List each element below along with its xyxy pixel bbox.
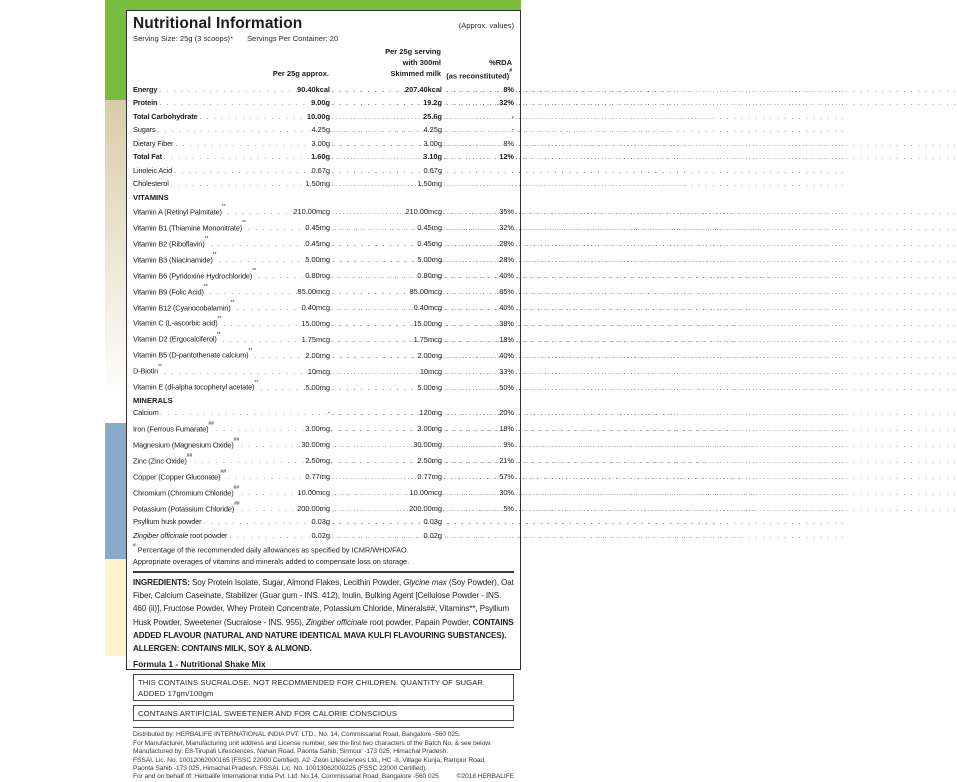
nutrient-name: Vitamin B5 (D-pantothenate calcium)**: [133, 347, 253, 360]
title-row: [133, 15, 514, 33]
rda-value: 28%: [499, 239, 514, 249]
dot-leader: [173, 139, 278, 151]
table-row: [133, 407, 514, 420]
value-per-25g: 0.40mcg: [301, 302, 330, 312]
nutrient-name: Vitamin B2 (Riboflavin)**: [133, 236, 209, 249]
value-per-25g: 90.40kcal: [297, 84, 330, 94]
dot-leader: [442, 472, 484, 484]
dot-leader: [330, 351, 392, 363]
footer-lines: [133, 731, 514, 773]
artificial-sweetener-box: CONTAINS ARTIFICIAL SWEETENER AND FOR CALORIE CONSCIOUS: [133, 705, 514, 721]
table-row: [133, 124, 514, 137]
package-edge-green-segment: [105, 10, 126, 100]
dot-leader: [330, 408, 392, 420]
value-per-25g: 3.00mg: [305, 424, 330, 434]
table-row: [133, 437, 514, 453]
footer-last-line: [133, 773, 514, 781]
value-with-milk: 0.45mg: [417, 223, 442, 233]
value-per-25g: 85.00mcg: [297, 287, 330, 297]
nutrient-name: Vitamin B3 (Niacinamide)**: [133, 252, 217, 265]
column-header-row: [133, 47, 514, 58]
value-per-25g: 0.03g: [311, 517, 330, 527]
table-row: [133, 204, 514, 220]
nutrient-name: Zingiber officinale root powder: [133, 530, 228, 540]
dot-leader: [209, 239, 279, 251]
serving-size: Serving Size: 25g (3 scoops)*: [133, 34, 234, 43]
value-per-25g: 30.00mg: [301, 440, 330, 450]
package-edge-yellow-segment: [105, 559, 126, 656]
table-row: [133, 284, 514, 300]
col-rda-line2: (as reconstituted)#: [446, 68, 512, 81]
dot-leader: [208, 287, 278, 299]
table-row: [133, 151, 514, 164]
table-row: [133, 268, 514, 284]
table-row: [133, 178, 514, 191]
footer-line: FSSAI. Lic. No. 10012062000165 (FSSC 22000 Certified). A2 -Zeon Lifesciences Ltd., HC -II, Village Kunja, Rampur Road,: [133, 756, 486, 764]
dot-leader: [162, 367, 278, 379]
value-per-25g: 3.00g: [311, 138, 330, 148]
ingredients-paragraph: [133, 576, 514, 656]
dot-leader: [217, 255, 278, 267]
nutrient-name: Vitamin D2 (Ergocalciferol)**: [133, 331, 221, 344]
ingredients-segment: INGREDIENTS:: [133, 577, 192, 587]
package-edge-gap: [105, 415, 126, 423]
table-row: [133, 530, 514, 543]
dot-leader: [330, 424, 392, 436]
dot-leader: [442, 424, 484, 436]
dot-leader: [330, 456, 392, 468]
value-per-25g: 0.67g: [311, 165, 330, 175]
package-edge-blue-segment: [105, 423, 126, 559]
column-headers: [133, 47, 514, 82]
servings-per-container: Servings Per Container: 20: [247, 34, 339, 43]
ingredients-segment: (Soy Powder), Oat Fiber, Calcium Caseinate, Stabilizer (Guar gum - INS. 412), Inulin, Bulking Agent [Cellulose Powder - INS. 460 (ii)], Fructose Powder, Whey Protein Concentrate, Potassium Chloride, Minerals##, Vitamins**, Psyllium Husk Powder, Sweetener (Sucralose - INS. 955),: [133, 577, 514, 627]
dot-leader: [442, 152, 484, 164]
regulatory-footer: [133, 727, 514, 781]
dot-leader: [330, 207, 392, 219]
table-row: [133, 111, 514, 124]
dot-leader: [442, 367, 484, 379]
rda-value: 9%: [503, 440, 514, 450]
nutrient-name: Vitamin B9 (Folic Acid)**: [133, 284, 208, 297]
value-with-milk: 0.80mg: [417, 271, 442, 281]
nutrient-name: Sugars: [133, 125, 156, 135]
rda-value: 30%: [499, 488, 514, 498]
table-row: [133, 84, 514, 97]
value-with-milk: 3.10g: [423, 152, 442, 162]
footer-line: Distributed by: HERBALIFE INTERNATIONAL INDIA PVT. LTD., No. 14, Commissariat Road, Bangalore -560 025.: [133, 731, 461, 739]
rda-value: 8%: [503, 138, 514, 148]
dot-leader: [330, 239, 392, 251]
value-with-milk: 120mg: [419, 408, 442, 418]
table-row: [133, 315, 514, 331]
value-with-milk: 15.00mg: [413, 318, 442, 328]
value-per-25g: 1.50mg: [305, 179, 330, 189]
nutrient-name: Cholesterol: [133, 179, 169, 189]
table-row: [133, 220, 514, 236]
dot-leader: [330, 383, 392, 395]
rda-value: 18%: [499, 334, 514, 344]
value-with-milk: 85.00mcg: [409, 287, 442, 297]
value-per-25g: 0.02g: [311, 530, 330, 540]
dot-leader: [330, 85, 392, 97]
dot-leader: [226, 207, 278, 219]
value-per-25g: 5.00mg: [305, 382, 330, 392]
value-per-25g: 1.75mcg: [301, 334, 330, 344]
nutrient-name: Iron (Ferrous Fumarate)##: [133, 421, 214, 434]
rda-value: -: [511, 125, 514, 135]
nutrition-panel: [126, 10, 521, 781]
dot-leader: [162, 152, 278, 164]
value-with-milk: 0.40mcg: [413, 302, 442, 312]
sucralose-warning-box: THIS CONTAINS SUCRALOSE. NOT RECOMMENDED FOR CHILDREN. QUANTITY OF SUGAR ADDED 17gm/100gm: [133, 674, 514, 701]
section-header: MINERALS: [133, 396, 173, 406]
value-with-milk: 4.25g: [423, 125, 442, 135]
dot-leader: [330, 531, 392, 543]
table-row: [133, 300, 514, 316]
rda-value: 20%: [499, 408, 514, 418]
dot-leader: [156, 125, 278, 137]
label-top-green-bar: [105, 0, 521, 10]
value-with-milk: 30.00mg: [413, 440, 442, 450]
table-row: [133, 485, 514, 501]
nutrient-name: Copper (Copper Gluconate)##: [133, 469, 227, 482]
rda-value: 85%: [499, 287, 514, 297]
copyright-text: ©2018 HERBALIFE: [456, 773, 514, 781]
nutrient-name: Vitamin C (L-ascorbic acid)**: [133, 315, 222, 328]
rda-value: 12%: [499, 152, 514, 162]
dot-leader: [442, 223, 484, 235]
column-header-row: [133, 69, 514, 82]
nutrient-name: D-Biotin**: [133, 363, 162, 376]
rda-value: -: [511, 111, 514, 121]
value-per-25g: 0.45mg: [305, 239, 330, 249]
value-per-25g: 2.00mg: [305, 350, 330, 360]
serving-info: [133, 33, 514, 44]
dot-leader: [226, 472, 278, 484]
nutrient-name: Zinc (Zinc Oxide)##: [133, 453, 193, 466]
table-row: [133, 252, 514, 268]
value-with-milk: 207.40kcal: [405, 84, 442, 94]
dot-leader: [442, 335, 484, 347]
rda-value: 38%: [499, 318, 514, 328]
rda-value: 57%: [499, 472, 514, 482]
dot-leader: [157, 85, 278, 97]
rda-value: 32%: [499, 223, 514, 233]
value-with-milk: 5.00mg: [417, 382, 442, 392]
dot-leader: [330, 166, 392, 178]
value-per-25g: 0.77mg: [305, 472, 330, 482]
dot-leader: [330, 255, 392, 267]
dot-leader: [442, 440, 484, 452]
table-row: [133, 453, 514, 469]
col-rda-line1: %RDA: [489, 57, 512, 67]
nutrient-name: Linoleic Acid: [133, 165, 173, 175]
rda-value: 28%: [499, 255, 514, 265]
value-with-milk: 1.75mcg: [413, 334, 442, 344]
ingredients-segment: Soy Protein Isolate, Sugar, Almond Flakes, Lecithin Powder,: [191, 577, 404, 587]
nutrition-table: [133, 84, 514, 543]
dot-leader: [239, 440, 278, 452]
value-with-milk: 3.00g: [423, 138, 442, 148]
rda-value: 40%: [499, 350, 514, 360]
ingredients-segment: root powder, Papain Powder.: [367, 617, 473, 627]
dot-leader: [442, 319, 484, 331]
table-row: [133, 469, 514, 485]
nutrient-name: Chromium (Chromium Chloride)##: [133, 485, 240, 498]
value-per-25g: 10.00mcg: [297, 488, 330, 498]
section-divider: [133, 571, 514, 573]
value-per-25g: 4.25g: [311, 125, 330, 135]
dot-leader: [192, 456, 278, 468]
rda-value: 40%: [499, 271, 514, 281]
nutrient-name: Vitamin B6 (Pyridoxine Hydrochloride)**: [133, 268, 257, 281]
dot-leader: [330, 98, 392, 110]
dot-leader: [239, 488, 278, 500]
col-milk-line3: Skimmed milk: [390, 68, 441, 78]
nutrient-name: Total Fat: [133, 152, 162, 162]
table-row: [133, 501, 514, 517]
column-header-row: [133, 58, 514, 69]
dot-leader: [442, 351, 484, 363]
dot-leader: [169, 179, 278, 191]
dot-leader: [330, 517, 392, 529]
page-title: Nutritional Information: [133, 15, 303, 32]
nutrient-name: Dietary Fiber: [133, 138, 174, 148]
value-with-milk: 3.00mg: [417, 424, 442, 434]
table-row: [133, 331, 514, 347]
dot-leader: [256, 271, 278, 283]
dot-leader: [157, 98, 278, 110]
dot-leader: [442, 456, 484, 468]
dot-leader: [330, 287, 392, 299]
nutrient-name: Vitamin A (Retinyl Palmitate)**: [133, 204, 226, 217]
dot-leader: [330, 271, 392, 283]
dot-leader: [330, 488, 392, 500]
value-per-25g: 210.00mcg: [293, 207, 330, 217]
dot-leader: [442, 139, 484, 151]
dot-leader: [442, 255, 484, 267]
value-per-25g: 9.00g: [311, 98, 330, 108]
table-row: [133, 347, 514, 363]
rda-value: 32%: [499, 98, 514, 108]
value-with-milk: 0.67g: [423, 165, 442, 175]
nutrient-name: Energy: [133, 84, 158, 94]
value-with-milk: 10mcg: [419, 366, 442, 376]
package-edge-beige-segment: [105, 100, 126, 415]
value-per-25g: 1.60g: [311, 152, 330, 162]
rda-value: 21%: [499, 456, 514, 466]
dot-leader: [330, 112, 392, 124]
value-with-milk: 25.6g: [423, 111, 442, 121]
nutrient-name: Vitamin B12 (Cyanocobalamin)**: [133, 300, 235, 312]
dot-leader: [442, 85, 484, 97]
col-per-25g: Per 25g approx.: [272, 68, 329, 78]
table-row: [133, 236, 514, 252]
dot-leader: [214, 424, 278, 436]
value-per-25g: 5.00mg: [305, 255, 330, 265]
value-per-25g: -: [327, 408, 330, 418]
value-per-25g: 15.00mg: [301, 318, 330, 328]
ingredients-segment: Zingiber officinale: [306, 617, 368, 627]
value-per-25g: 0.80mg: [305, 271, 330, 281]
ingredients-segment: CONTAINS ADDED FLAVOUR (NATURAL AND NATURE IDENTICAL MAVA KULFI FLAVOURING SUBSTANCES). ALLERGEN: CONTAINS MILK, SOY & ALMOND.: [133, 617, 514, 654]
dot-leader: [201, 517, 278, 529]
value-with-milk: 0.77mg: [417, 472, 442, 482]
dot-leader: [330, 179, 392, 191]
dot-leader: [442, 271, 484, 283]
dot-leader: [442, 504, 484, 516]
dot-leader: [330, 139, 392, 151]
table-row: [133, 97, 514, 110]
dot-leader: [330, 152, 392, 164]
dot-leader: [330, 440, 392, 452]
rda-value: 40%: [499, 302, 514, 312]
value-with-milk: 200.00mg: [409, 504, 442, 514]
dot-leader: [330, 223, 392, 235]
value-with-milk: 2.00mg: [417, 350, 442, 360]
value-with-milk: 1.50mg: [417, 179, 442, 189]
dot-leader: [442, 98, 484, 110]
dot-leader: [442, 488, 484, 500]
table-row: [133, 516, 514, 529]
dot-leader: [240, 504, 278, 516]
nutrition-label: [105, 0, 521, 781]
footer-line: Manufactured by: E8-Tirupati Lifesciences, Nahan Road, Paonta Sahib, Sirmour -173 025, Himachal Pradesh.: [133, 748, 448, 756]
nutrient-name: Psyllium husk powder: [133, 517, 202, 527]
rda-value: 8%: [503, 84, 514, 94]
value-with-milk: 2.50mg: [417, 456, 442, 466]
value-with-milk: 5.00mg: [417, 255, 442, 265]
value-per-25g: 10mcg: [307, 366, 330, 376]
table-row: [133, 363, 514, 379]
rda-value: 18%: [499, 424, 514, 434]
package-edge-strip: [105, 10, 126, 656]
table-row: [133, 421, 514, 437]
dot-leader: [442, 383, 484, 395]
dot-leader: [227, 531, 278, 543]
approx-values-note: (Approx. values): [458, 21, 514, 30]
value-with-milk: 19.2g: [423, 98, 442, 108]
dot-leader: [330, 303, 392, 315]
footer-line: Paonta Sahib -173 025, Himachal Pradesh, FSSAI. Lic. No. 10013062000225 (FSSC 22000 Certified).: [133, 765, 427, 773]
dot-leader: [442, 287, 484, 299]
dot-leader: [442, 303, 484, 315]
table-row: [133, 138, 514, 151]
product-name: Formula 1 - Nutritional Shake Mix: [133, 659, 266, 670]
dot-leader: [330, 319, 392, 331]
value-with-milk: 0.02g: [423, 530, 442, 540]
value-per-25g: 10.00g: [306, 111, 330, 121]
dot-leader: [252, 351, 278, 363]
rda-value: 50%: [499, 382, 514, 392]
value-per-25g: 2.50mg: [305, 456, 330, 466]
dot-leader: [442, 408, 484, 420]
nutrient-name: Protein: [133, 98, 158, 108]
rda-value: 33%: [499, 366, 514, 376]
nutrient-name: Calcium: [133, 408, 159, 418]
nutrient-name: Vitamin E (dl-alpha tocopheryl acetate)**: [133, 379, 259, 392]
col-milk-line2: with 300ml: [402, 57, 441, 67]
dot-leader: [442, 239, 484, 251]
dot-leader: [198, 112, 278, 124]
section-header: VITAMINS: [133, 192, 169, 202]
footer-line: For Manufacturer, Manufacturing unit address and License number, see the first two characters of the Batch No. & see below:: [133, 739, 492, 747]
col-milk-line1: Per 25g serving: [385, 47, 441, 56]
dot-leader: [330, 504, 392, 516]
value-with-milk: 0.03g: [423, 517, 442, 527]
rda-value: 35%: [499, 207, 514, 217]
dot-leader: [258, 383, 278, 395]
dot-leader: [172, 166, 278, 178]
footnote-rda: # Percentage of the recommended daily allowances as specified by ICMR/WHO/FAO.: [133, 542, 409, 555]
dot-leader: [442, 207, 484, 219]
nutrient-name: Vitamin B1 (Thiamine Mononitrate)**: [133, 220, 247, 233]
dot-leader: [246, 223, 278, 235]
nutrient-name: Magnesium (Magnesium Oxide)##: [133, 437, 240, 450]
dot-leader: [330, 335, 392, 347]
dot-leader: [221, 335, 278, 347]
dot-leader: [159, 408, 278, 420]
value-per-25g: 200.00mg: [297, 504, 330, 514]
dot-leader: [221, 319, 278, 331]
value-per-25g: 0.45mg: [305, 223, 330, 233]
nutrient-name: Potassium (Potassium Chloride)##: [133, 501, 240, 514]
dot-leader: [234, 303, 278, 315]
value-with-milk: 0.45mg: [417, 239, 442, 249]
table-row: [133, 379, 514, 395]
dot-leader: [330, 367, 392, 379]
dot-leader: [330, 125, 392, 137]
ingredients-segment: Glycine max: [403, 577, 447, 587]
dot-leader: [330, 472, 392, 484]
table-row: [133, 165, 514, 178]
footnote-overages: Appropriate overages of vitamins and minerals added to compensate loss on storage.: [133, 557, 410, 567]
nutrient-name: Total Carbohydrate: [133, 111, 198, 121]
on-behalf-text: For and on behalf of: Herbalife International India Pvt. Ltd. No.14, Commissariat Road, Bangalore -560 025: [133, 773, 439, 781]
value-with-milk: 10.00mcg: [409, 488, 442, 498]
rda-value: 5%: [503, 504, 514, 514]
value-with-milk: 210.00mcg: [405, 207, 442, 217]
